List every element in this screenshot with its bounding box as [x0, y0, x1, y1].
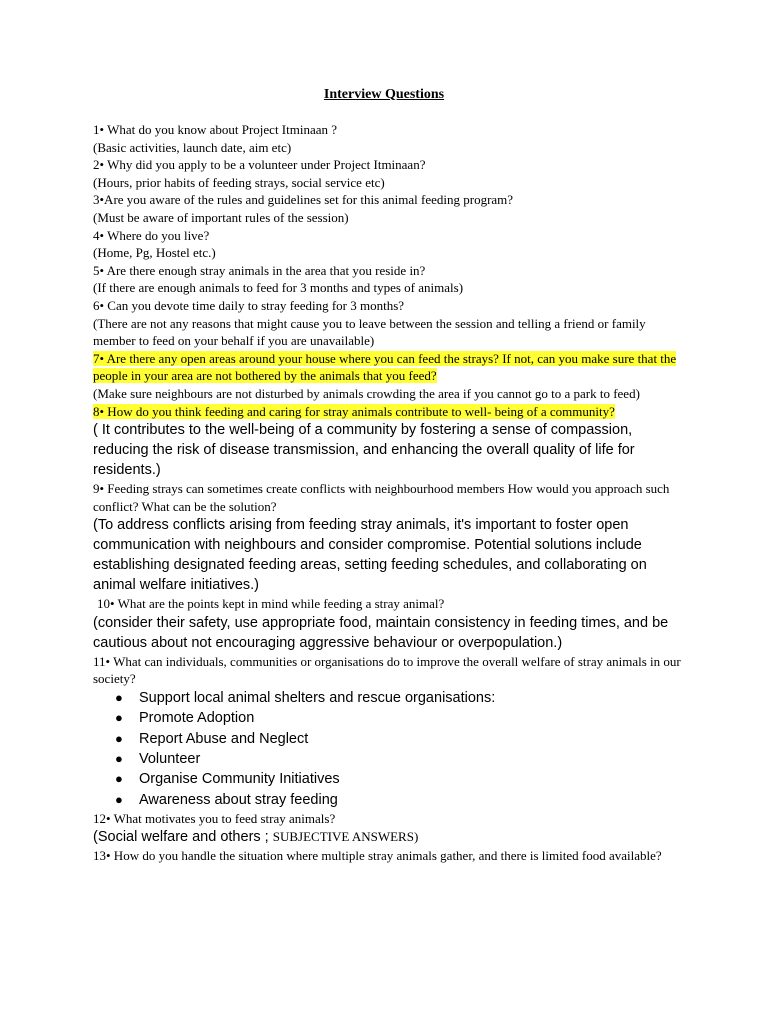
list-item: ● Volunteer	[93, 749, 683, 769]
bullet-icon: ●	[115, 710, 123, 726]
question-13: 13• How do you handle the situation where multiple stray animals gather, and there is limited food available?	[93, 848, 662, 864]
welfare-bullet-list	[93, 688, 683, 810]
answer-9: (To address conflicts arising from feeding stray animals, it's important to foster open communication with neighbours and consider compromise. Potential solutions include establishing designated feeding areas, setting feeding schedules, and collaborating on animal welfare initiatives.)	[93, 517, 647, 594]
question-3: 3•Are you aware of the rules and guidelines set for this animal feeding program?	[93, 192, 514, 208]
bullet-icon: ●	[115, 730, 123, 746]
answer-6: (There are not any reasons that might cause you to leave between the session and telling a friend or family member to feed on your behalf if you are unavailable)	[93, 315, 646, 349]
question-7	[93, 350, 683, 385]
bullet-icon: ●	[115, 690, 123, 706]
highlighted-text: 8• How do you think feeding and caring for stray animals contribute to well- being of a community?	[93, 403, 615, 419]
question-6: 6• Can you devote time daily to stray feeding for 3 months?	[93, 297, 405, 313]
answer-7: (Make sure neighbours are not disturbed by animals crowding the area if you cannot go to a park to feed)	[93, 385, 640, 401]
list-item: ● Promote Adoption	[93, 708, 683, 728]
document-body	[93, 121, 683, 865]
question-2: 2• Why did you apply to be a volunteer under Project Itminaan?	[93, 157, 426, 173]
answer-8: ( It contributes to the well-being of a community by fostering a sense of compassion, reducing the risk of disease transmission, and enhancing the overall quality of life for residents.)	[93, 422, 635, 479]
answer-5: (If there are enough animals to feed for 3 months and types of animals)	[93, 280, 464, 296]
answer-1: (Basic activities, launch date, aim etc)	[93, 139, 292, 155]
list-item: ● Report Abuse and Neglect	[93, 729, 683, 749]
answer-3: (Must be aware of important rules of the session)	[93, 209, 349, 225]
list-item: ● Organise Community Initiatives	[93, 769, 683, 789]
answer-12: (Social welfare and others ; SUBJECTIVE ANSWERS)	[93, 829, 419, 846]
question-11: 11• What can individuals, communities or organisations do to improve the overall welfare of stray animals in our society?	[93, 653, 681, 687]
highlighted-text: 7• Are there any open areas around your house where you can feed the strays? If not, can you make sure that the people in your area are not bothered by the animals that you feed?	[93, 350, 677, 384]
bullet-icon: ●	[115, 750, 123, 766]
question-8	[93, 403, 683, 421]
question-12: 12• What motivates you to feed stray animals?	[93, 810, 336, 826]
list-item: ● Support local animal shelters and rescue organisations:	[93, 688, 683, 708]
question-1: 1• What do you know about Project Itminaan ?	[93, 122, 338, 137]
bullet-icon: ●	[115, 771, 123, 787]
question-9: 9• Feeding strays can sometimes create conflicts with neighbourhood members How would you approach such conflict? What can be the solution?	[93, 481, 670, 514]
bullet-icon: ●	[115, 791, 123, 807]
question-4: 4• Where do you live?	[93, 227, 210, 243]
answer-10: (consider their safety, use appropriate food, maintain consistency in feeding times, and be cautious about not encouraging aggressive behaviour or overpopulation.)	[93, 614, 669, 651]
answer-2: (Hours, prior habits of feeding strays, social service etc)	[93, 174, 385, 190]
list-item: ● Awareness about stray feeding	[93, 790, 683, 810]
page-title: Interview Questions	[323, 87, 445, 102]
question-10: 10• What are the points kept in mind while feeding a stray animal?	[97, 596, 445, 612]
question-5: 5• Are there enough stray animals in the area that you reside in?	[93, 262, 426, 278]
answer-4: (Home, Pg, Hostel etc.)	[93, 245, 216, 261]
